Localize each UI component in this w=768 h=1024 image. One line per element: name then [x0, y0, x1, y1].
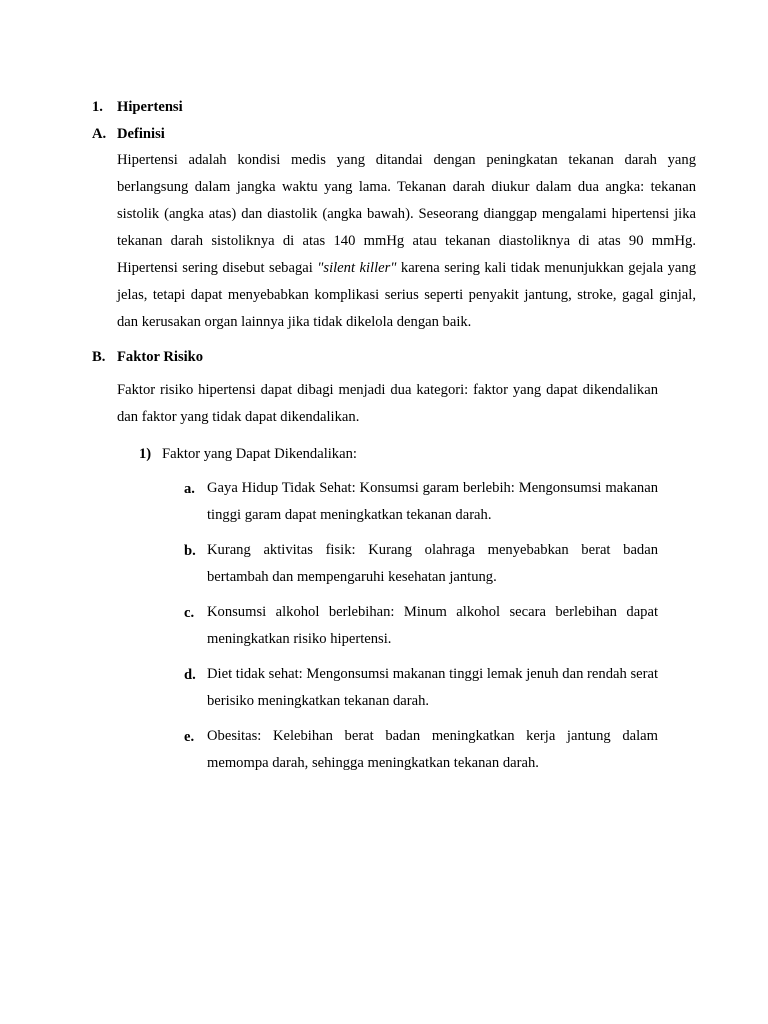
section-number: 1. [92, 99, 103, 115]
subsection-title-faktor-risiko: Faktor Risiko [117, 349, 204, 365]
list-item-text: Obesitas: Kelebihan berat badan meningkatkan kerja jantung dalam memompa darah, sehingga meningkatkan tekanan darah. [207, 728, 658, 771]
section-title: Hipertensi [117, 99, 183, 115]
list-item-letter: d. [184, 667, 196, 683]
list-item-letter: a. [184, 481, 195, 497]
subsubsection-title: Faktor yang Dapat Dikendalikan: [162, 446, 357, 462]
list-item-text: Konsumsi alkohol berlebihan: Minum alkohol secara berlebihan dapat meningkatkan risiko hipertensi. [207, 604, 658, 647]
subsection-letter-a: A. [92, 126, 107, 142]
list-item-text: Gaya Hidup Tidak Sehat: Konsumsi garam berlebih: Mengonsumsi makanan tinggi garam dapat meningkatkan tekanan darah. [207, 480, 658, 523]
definition-italic-term: "silent killer" [317, 260, 397, 276]
subsection-letter-b: B. [92, 349, 106, 365]
list-item-text: Kurang aktivitas fisik: Kurang olahraga menyebabkan berat badan bertambah dan mempengaruhi kesehatan jantung. [207, 542, 658, 585]
risk-intro-paragraph: Faktor risiko hipertensi dapat dibagi menjadi dua kategori: faktor yang dapat dikendalikan dan faktor yang tidak dapat dikendalikan. [117, 382, 658, 425]
subsection-title-definisi: Definisi [117, 126, 165, 142]
definition-text-1: Hipertensi adalah kondisi medis yang ditandai dengan peningkatan tekanan darah yang berlangsung dalam jangka waktu yang lama. Tekanan darah diukur dalam dua angka: tekanan sistolik (angka atas) dan diastolik (angka bawah). Seseorang dianggap mengalami hipertensi jika tekanan darah sistoliknya di atas 140 mmHg atau tekanan diastoliknya di atas 90 mmHg. Hipertensi sering disebut sebagai [117, 152, 696, 276]
definition-text-2: karena sering kali tidak menunjukkan gejala yang jelas, tetapi dapat menyebabkan komplikasi serius seperti penyakit jantung, stroke, gagal ginjal, dan kerusakan organ lainnya jika tidak dikelola dengan baik. [117, 260, 696, 330]
list-item-text: Diet tidak sehat: Mengonsumsi makanan tinggi lemak jenuh dan rendah serat berisiko meningkatkan tekanan darah. [207, 666, 658, 709]
subsubsection-number: 1) [139, 446, 152, 462]
list-item-letter: e. [184, 729, 195, 745]
definition-paragraph [117, 147, 696, 336]
list-item-letter: b. [184, 543, 196, 559]
list-item-letter: c. [184, 605, 195, 621]
